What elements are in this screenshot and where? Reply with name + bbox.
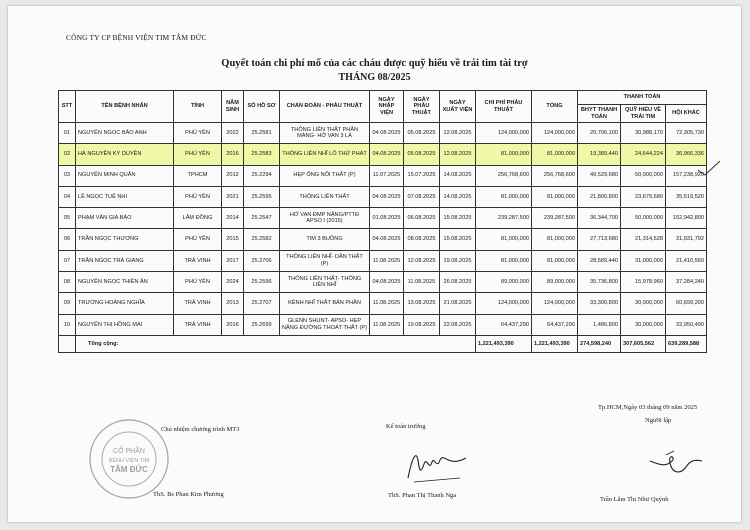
cell-admit: 04.08.2025	[370, 272, 404, 293]
table-row	[59, 123, 707, 144]
document-title: Quyết toán chi phí mổ của các cháu được quỹ hiếu về trái tim tài trợ	[221, 58, 528, 69]
cell-province: PHÚ YÊN	[174, 229, 222, 250]
cell-discharge: 15.08.2025	[440, 208, 476, 229]
cell-admit: 01.08.2025	[370, 208, 404, 229]
cell-diagnosis: THÔNG LIÊN THẤT	[280, 186, 370, 207]
cell-other: 157,238,920	[666, 165, 707, 186]
cell-stt: 04	[59, 186, 76, 207]
cell-admit: 04.08.2025	[370, 186, 404, 207]
cell-cost: 81,000,000	[476, 229, 532, 250]
header-diagnosis: CHẨN ĐOÁN - PHẪU THUẬT	[280, 91, 370, 123]
cell-year: 2022	[222, 123, 244, 144]
chief-accountant-signature	[400, 438, 470, 488]
cell-cost: 64,437,290	[476, 314, 532, 335]
cell-province: TRÀ VINH	[174, 250, 222, 271]
program-head-role: Chủ nhiệm chương trình MT3	[161, 426, 240, 433]
cell-surgery: 08.08.2025	[404, 229, 440, 250]
cell-province: PHÚ YÊN	[174, 123, 222, 144]
cell-diagnosis: TIM 3 BUỒNG	[280, 229, 370, 250]
totals-other: 639,289,588	[666, 335, 707, 352]
cell-admit: 11.08.2025	[370, 250, 404, 271]
header-stt: STT	[59, 91, 76, 123]
cell-cost: 89,000,000	[476, 272, 532, 293]
cell-year: 2017	[222, 250, 244, 271]
cell-surgery: 05.08.2025	[404, 144, 440, 165]
cell-admit: 04.08.2025	[370, 229, 404, 250]
header-province: TỈNH	[174, 91, 222, 123]
cell-year: 2014	[222, 208, 244, 229]
cell-diagnosis: THÔNG LIÊN THẤT- THÔNG LIÊN NHĨ	[280, 272, 370, 293]
cell-diagnosis: HẸP ỐNG NỐI THẤT (P)	[280, 165, 370, 186]
cell-province: PHÚ YÊN	[174, 186, 222, 207]
cell-record: 25.2707	[244, 293, 280, 314]
cell-province: LÂM ĐỒNG	[174, 208, 222, 229]
table-row	[59, 186, 707, 207]
cell-fund: 24,644,224	[621, 144, 666, 165]
cell-cost: 256,768,600	[476, 165, 532, 186]
cell-fund: 50,000,000	[621, 165, 666, 186]
cell-stt: 01	[59, 123, 76, 144]
header-surgery-cost: CHI PHÍ PHẪU THUẬT	[476, 91, 532, 123]
table-row	[59, 208, 707, 229]
cell-surgery: 05.08.2025	[404, 123, 440, 144]
cell-other: 31,931,792	[666, 229, 707, 250]
cell-fund: 21,314,528	[621, 229, 666, 250]
cell-province: PHÚ YÊN	[174, 144, 222, 165]
cell-name: NGUYỄN NGỌC THIÊN ÂN	[76, 272, 174, 293]
cell-province: TPHCM	[174, 165, 222, 186]
totals-fund: 307,605,562	[621, 335, 666, 352]
cell-province: PHÚ YÊN	[174, 272, 222, 293]
header-fund: QUỸ HIẾU VỀ TRÁI TIM	[621, 105, 666, 123]
cell-cost: 124,000,000	[476, 293, 532, 314]
cell-surgery: 06.08.2025	[404, 208, 440, 229]
cell-other: 36,966,336	[666, 144, 707, 165]
cell-name: LÊ NGỌC TUỆ NHI	[76, 186, 174, 207]
cell-admit: 04.08.2025	[370, 144, 404, 165]
totals-row	[59, 335, 707, 352]
cell-surgery: 19.08.2025	[404, 314, 440, 335]
chief-accountant-name: ThS. Phan Thị Thanh Nga	[388, 492, 457, 499]
cell-surgery: 07.08.2025	[404, 186, 440, 207]
cell-discharge: 22.08.2025	[440, 314, 476, 335]
cell-record: 25.2596	[244, 272, 280, 293]
cell-bhyt: 1,486,800	[578, 314, 621, 335]
header-other: HỘI KHÁC	[666, 105, 707, 123]
table-row	[59, 293, 707, 314]
cell-discharge: 12.08.2025	[440, 144, 476, 165]
table-row	[59, 165, 707, 186]
header-total: TỔNG	[532, 91, 578, 123]
cell-admit: 11.07.2025	[370, 165, 404, 186]
cell-stt: 07	[59, 250, 76, 271]
cell-total: 81,000,000	[532, 229, 578, 250]
company-stamp	[88, 418, 170, 500]
cell-bhyt: 28,589,440	[578, 250, 621, 271]
cell-cost: 124,000,000	[476, 123, 532, 144]
cell-other: 21,410,560	[666, 250, 707, 271]
cell-province: TRÀ VINH	[174, 293, 222, 314]
cell-total: 89,000,000	[532, 272, 578, 293]
cell-stt: 10	[59, 314, 76, 335]
svg-text:TÂM ĐỨC: TÂM ĐỨC	[110, 465, 148, 474]
cell-record: 25.2581	[244, 123, 280, 144]
cell-bhyt: 36,344,700	[578, 208, 621, 229]
header-admit-date: NGÀY NHẬP VIỆN	[370, 91, 404, 123]
cell-province: TRÀ VINH	[174, 314, 222, 335]
cell-stt: 02	[59, 144, 76, 165]
cell-diagnosis: GLENN SHUNT- APSO- HẸP NẶNG ĐƯỜNG THOÁT THẤT (P)	[280, 314, 370, 335]
cell-discharge: 26.08.2025	[440, 272, 476, 293]
cell-other: 60,699,200	[666, 293, 707, 314]
cell-other: 72,305,730	[666, 123, 707, 144]
company-name: CÔNG TY CP BỆNH VIỆN TIM TÂM ĐỨC	[66, 33, 207, 42]
cell-record: 25.2595	[244, 186, 280, 207]
table-row	[59, 272, 707, 293]
table-header-row	[59, 91, 707, 105]
cell-total: 124,000,000	[532, 123, 578, 144]
cell-name: TRẦN NGỌC TRÀ GIANG	[76, 250, 174, 271]
cell-other: 32,950,490	[666, 314, 707, 335]
creator-name: Trần Lâm Thị Như Quỳnh	[600, 496, 669, 503]
cell-fund: 23,679,680	[621, 186, 666, 207]
cell-diagnosis: THÔNG LIÊN NHĨ- DÂN THẤT (P)	[280, 250, 370, 271]
cell-stt: 08	[59, 272, 76, 293]
cell-total: 124,000,000	[532, 293, 578, 314]
cell-year: 2012	[222, 165, 244, 186]
cell-discharge: 14.08.2025	[440, 186, 476, 207]
svg-text:BỆNH VIỆN TIM: BỆNH VIỆN TIM	[108, 458, 150, 464]
header-discharge-date: NGÀY XUẤT VIỆN	[440, 91, 476, 123]
cell-diagnosis: THÔNG LIÊN NHĨ LỖ THỨ PHÁT	[280, 144, 370, 165]
cell-record: 25.2583	[244, 144, 280, 165]
cell-year: 2015	[222, 229, 244, 250]
cell-fund: 31,000,000	[621, 250, 666, 271]
cell-cost: 81,000,000	[476, 250, 532, 271]
cell-stt: 09	[59, 293, 76, 314]
cell-name: TRƯƠNG HOÀNG NGHĨA	[76, 293, 174, 314]
cell-name: NGUYỄN MINH QUÂN	[76, 165, 174, 186]
cell-admit: 11.08.2025	[370, 314, 404, 335]
cell-year: 2024	[222, 272, 244, 293]
header-record: SỐ HỒ SƠ	[244, 91, 280, 123]
cell-total: 256,768,600	[532, 165, 578, 186]
cell-bhyt: 19,389,440	[578, 144, 621, 165]
cell-fund: 30,988,170	[621, 123, 666, 144]
cell-bhyt: 27,713,680	[578, 229, 621, 250]
cell-name: NGUYỄN NGỌC BẢO ANH	[76, 123, 174, 144]
cell-total: 81,000,000	[532, 186, 578, 207]
cell-stt: 06	[59, 229, 76, 250]
cell-cost: 239,287,500	[476, 208, 532, 229]
cell-discharge: 19.08.2025	[440, 250, 476, 271]
chief-accountant-role: Kế toán trưởng	[386, 423, 426, 430]
cell-total: 239,287,500	[532, 208, 578, 229]
cell-stt: 05	[59, 208, 76, 229]
header-surgery-date: NGÀY PHẪU THUẬT	[404, 91, 440, 123]
cell-discharge: 15.08.2025	[440, 229, 476, 250]
cell-total: 81,000,000	[532, 144, 578, 165]
cell-bhyt: 20,706,100	[578, 123, 621, 144]
cell-name: HÀ NGUYỄN KỲ DUYÊN	[76, 144, 174, 165]
cell-bhyt: 49,529,680	[578, 165, 621, 186]
cell-year: 2013	[222, 293, 244, 314]
cell-name: TRẦN NGỌC THƯƠNG	[76, 229, 174, 250]
header-name: TÊN BỆNH NHÂN	[76, 91, 174, 123]
creator-signature	[646, 431, 706, 481]
cell-bhyt: 35,736,800	[578, 272, 621, 293]
header-bhyt: BHYT THANH TOÁN	[578, 105, 621, 123]
cell-other: 37,284,240	[666, 272, 707, 293]
cell-discharge: 12.08.2025	[440, 123, 476, 144]
totals-total: 1,221,493,390	[532, 335, 578, 352]
cell-diagnosis: KÊNH NHĨ THẤT BÁN PHẦN	[280, 293, 370, 314]
table-row	[59, 314, 707, 335]
cell-record: 25.2582	[244, 229, 280, 250]
cell-fund: 30,000,000	[621, 314, 666, 335]
cell-bhyt: 33,300,800	[578, 293, 621, 314]
cell-total: 81,000,000	[532, 250, 578, 271]
cell-fund: 15,978,960	[621, 272, 666, 293]
cell-total: 64,437,290	[532, 314, 578, 335]
cell-year: 2016	[222, 144, 244, 165]
cell-year: 2016	[222, 314, 244, 335]
cell-other: 152,942,800	[666, 208, 707, 229]
cell-bhyt: 21,800,800	[578, 186, 621, 207]
cell-record: 25.2706	[244, 250, 280, 271]
document-month: THÁNG 08/2025	[338, 72, 411, 83]
place-date: Tp.HCM,Ngày 03 tháng 09 năm 2025	[598, 404, 698, 411]
cell-admit: 04.08.2025	[370, 123, 404, 144]
header-year: NĂM SINH	[222, 91, 244, 123]
cell-surgery: 13.08.2025	[404, 293, 440, 314]
document-page	[8, 6, 741, 522]
svg-text:CỔ PHẦN: CỔ PHẦN	[113, 448, 145, 455]
cell-discharge: 14.08.2025	[440, 165, 476, 186]
cell-fund: 30,000,000	[621, 293, 666, 314]
table-row	[59, 144, 707, 165]
cell-cost: 81,000,000	[476, 186, 532, 207]
cell-stt: 03	[59, 165, 76, 186]
cell-surgery: 11.08.2025	[404, 272, 440, 293]
cell-diagnosis: THÔNG LIÊN THẤT PHẦN MÀNG- HỞ VAN 3 LÁ	[280, 123, 370, 144]
header-payment: THANH TOÁN	[578, 91, 707, 105]
cell-record: 25.2294	[244, 165, 280, 186]
cell-diagnosis: HỞ VAN ĐMP NẶNG/PTTĐ APSO I (2015)	[280, 208, 370, 229]
settlement-table	[58, 90, 707, 353]
cell-other: 35,519,520	[666, 186, 707, 207]
table-row	[59, 250, 707, 271]
cell-cost: 81,000,000	[476, 144, 532, 165]
cell-surgery: 15.07.2025	[404, 165, 440, 186]
cell-year: 2021	[222, 186, 244, 207]
program-head-name: ThS. Bs Phan Kim Phương	[153, 491, 224, 498]
cell-record: 25.2547	[244, 208, 280, 229]
totals-bhyt: 274,598,240	[578, 335, 621, 352]
cell-record: 25.2699	[244, 314, 280, 335]
cell-discharge: 21.08.2025	[440, 293, 476, 314]
cell-admit: 11.08.2025	[370, 293, 404, 314]
creator-role: Người lập	[645, 417, 672, 424]
totals-cost: 1,221,493,390	[476, 335, 532, 352]
check-mark-icon	[696, 158, 722, 180]
table-row	[59, 229, 707, 250]
cell-surgery: 12.08.2025	[404, 250, 440, 271]
cell-fund: 50,000,000	[621, 208, 666, 229]
cell-name: PHẠM VĂN GIA BẢO	[76, 208, 174, 229]
totals-label: Tổng cộng:	[76, 335, 476, 352]
cell-name: NGUYỄN THỊ HỒNG MAI	[76, 314, 174, 335]
